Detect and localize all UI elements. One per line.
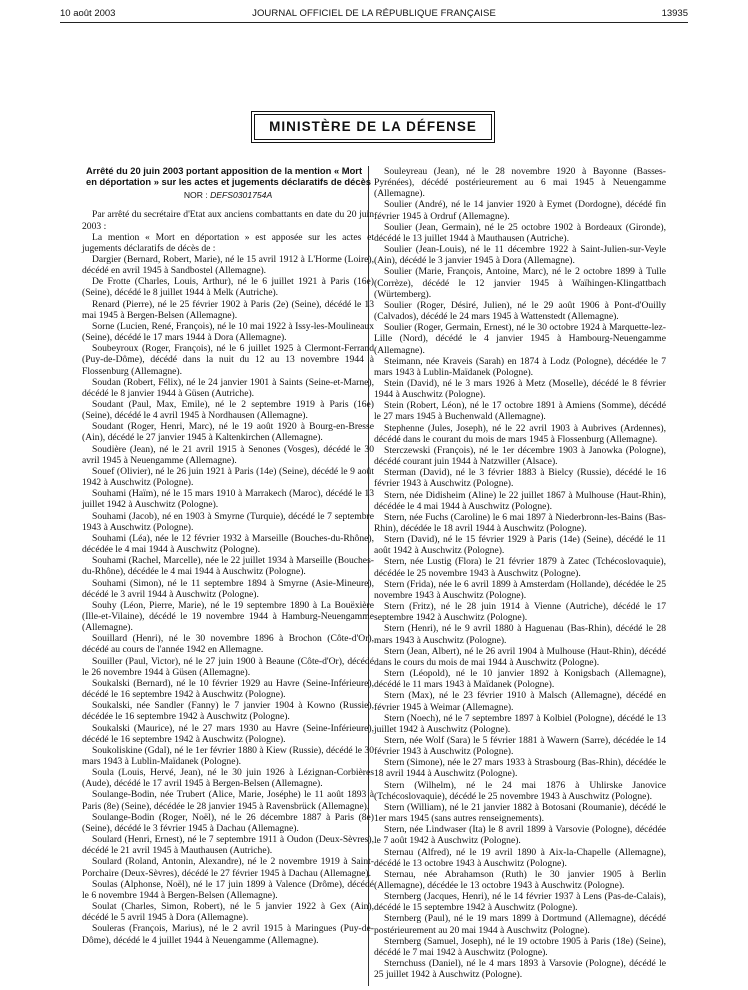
list-item: Soula (Louis, Hervé, Jean), né le 30 juin 1926 à Lézignan-Corbières (Aude), décédé le 17 avril 1945 à Bergen-Belsen (Allemagne).	[82, 767, 374, 790]
list-item: Stern (Noech), né le 7 septembre 1897 à Kolbiel (Pologne), décédé le 13 juillet 1942 à Auschwitz (Pologne).	[374, 712, 666, 735]
list-item: Stern (Léopold), né le 10 janvier 1892 à Konigsbach (Allemagne), décédé le 11 mars 1943 à Maïdanek (Pologne).	[374, 668, 666, 691]
list-item: Sterman (David), né le 3 février 1883 à Bielcy (Russie), décédé le 16 février 1943 à Auschwitz (Pologne).	[374, 467, 666, 490]
list-item: Soukalski (Maurice), né le 27 mars 1930 au Havre (Seine-Inférieure), décédé le 16 septembre 1942 à Auschwitz (Pologne).	[82, 722, 374, 745]
list-item: Sternberg (Samuel, Joseph), né le 19 octobre 1905 à Paris (18e) (Seine), décédé le 7 mai 1942 à Auschwitz (Pologne).	[374, 935, 666, 958]
left-entry-list	[82, 254, 374, 946]
nor-code: DEFS0301754A	[210, 190, 273, 201]
list-item: Stern, née Lustig (Flora) le 21 février 1879 à Zatec (Tchécoslovaquie), décédée le 25 novembre 1943 à Auschwitz (Pologne).	[374, 556, 666, 579]
list-item: Souhami (Jacob), né en 1903 à Smyrne (Turquie), décédé le 7 septembre 1943 à Auschwitz (Pologne).	[82, 510, 374, 533]
list-item: Soulard (Henri, Ernest), né le 7 septembre 1911 à Oudon (Deux-Sèvres), décédé le 21 avril 1945 à Mauthausen (Autriche).	[82, 834, 374, 857]
list-item: Soudière (Jean), né le 21 avril 1915 à Senones (Vosges), décédé le 30 avril 1945 à Neuengamme (Allemagne).	[82, 443, 374, 466]
list-item: Soulier (André), né le 14 janvier 1920 à Eymet (Dordogne), décédé fin février 1945 à Ordruf (Allemagne).	[374, 199, 666, 222]
list-item: Soulard (Roland, Antonin, Alexandre), né le 2 novembre 1919 à Saint-Porchaire (Deux-Sèvres), décédé le 27 février 1945 à Dachau (Allemagne).	[82, 856, 374, 879]
list-item: Soulier (Jean, Germain), né le 25 octobre 1902 à Bordeaux (Gironde), décédé le 13 juillet 1944 à Mauthausen (Autriche).	[374, 221, 666, 244]
list-item: Souhami (Simon), né le 11 septembre 1894 à Smyrne (Asie-Mineure), décédé le 3 avril 1944 à Auschwitz (Pologne).	[82, 577, 374, 600]
list-item: Soulat (Charles, Simon, Robert), né le 5 janvier 1922 à Gex (Ain), décédé le 5 avril 1945 à Dora (Allemagne).	[82, 901, 374, 924]
list-item: Renard (Pierre), né le 25 février 1902 à Paris (2e) (Seine), décédé le 13 mai 1945 à Bergen-Belsen (Allemagne).	[82, 298, 374, 321]
header-page-number: 13935	[661, 8, 688, 19]
header-date: 10 août 2003	[60, 8, 116, 19]
list-item: Soulange-Bodin, née Trubert (Alice, Marie, Joséphe) le 11 août 1893 à Paris (8e) (Seine), décédée le 28 janvier 1945 à Ravensbrück (Allemagne).	[82, 789, 374, 812]
list-item: Souleyreau (Jean), né le 28 novembre 1920 à Bayonne (Basses-Pyrénées), décédé postérieurement au 6 mai 1945 à Neuengamme (Allemagne).	[374, 166, 666, 200]
list-item: Sternberg (Paul), né le 19 mars 1899 à Dortmund (Allemagne), décédé postérieurement au 20 mai 1944 à Auschwitz (Pologne).	[374, 913, 666, 936]
list-item: Stern (Wilhelm), né le 24 mai 1876 à Uhlirske Janovice (Tchécoslovaquie), décédé le 25 novembre 1943 à Auschwitz (Pologne).	[374, 779, 666, 802]
list-item: Steimann, née Kraveis (Sarah) en 1874 à Lodz (Pologne), décédée le 7 mars 1943 à Lublin-Maïdanek (Pologne).	[374, 355, 666, 378]
list-item: Stern (William), né le 21 janvier 1882 à Botosani (Roumanie), décédé le 1er mars 1945 (sans autres renseignements).	[374, 801, 666, 825]
list-item: Soubeyroux (Roger, François), né le 6 juillet 1925 à Clermont-Ferrand (Puy-de-Dôme), décédé dans la nuit du 12 au 13 novembre 1944 à Flossenburg (Allemagne).	[82, 343, 374, 377]
list-item: Souhy (Léon, Pierre, Marie), né le 19 septembre 1890 à La Bouëxière (Ille-et-Vilaine), décédé le 19 novembre 1944 à Hamburg-Neuengamme (Allemagne).	[82, 599, 374, 634]
list-item: Souhami (Léa), née le 12 février 1932 à Marseille (Bouches-du-Rhône), décédée le 4 mai 1944 à Auschwitz (Pologne).	[82, 532, 374, 556]
list-item: Stern, née Didisheim (Aline) le 22 juillet 1867 à Mulhouse (Haut-Rhin), décédée le 4 mai 1944 à Auschwitz (Pologne).	[374, 489, 666, 512]
page-header	[60, 8, 688, 22]
list-item: Souhami (Haïm), né le 15 mars 1910 à Marrakech (Maroc), décédé le 13 juillet 1942 à Auschwitz (Pologne).	[82, 488, 374, 511]
list-item: Stern (Henri), né le 9 avril 1880 à Haguenau (Bas-Rhin), décédé le 28 mars 1943 à Auschwitz (Pologne).	[374, 623, 666, 646]
list-item: Soukalski (Bernard), né le 10 février 1929 au Havre (Seine-Inférieure), décédé le 16 septembre 1942 à Auschwitz (Pologne).	[82, 677, 374, 701]
list-item: Soukoliskine (Gdal), né le 1er février 1880 à Kiew (Russie), décédé le 30 mars 1943 à Lublin-Maïdanek (Pologne).	[82, 744, 374, 767]
list-item: Stern, née Wolf (Sara) le 5 février 1881 à Wawern (Sarre), décédée le 14 février 1943 à Auschwitz (Pologne).	[374, 734, 666, 758]
list-item: Stephenne (Jules, Joseph), né le 22 avril 1903 à Aubrives (Ardennes), décédé dans le courant du mois de mars 1945 à Flossenburg (Allemagne).	[374, 422, 666, 445]
list-item: Souleras (François, Marius), né le 2 avril 1915 à Maringues (Puy-de-Dôme), décédé le 4 juillet 1944 à Neuengamme (Allemagne).	[82, 923, 374, 946]
list-item: Soudan (Robert, Félix), né le 24 janvier 1901 à Saints (Seine-et-Marne), décédé le 8 janvier 1944 à Güsen (Autriche).	[82, 376, 374, 399]
list-item: Sterczewski (François), né le 1er décembre 1903 à Janowka (Pologne), décédé courant juin 1944 à Natzwiller (Alsace).	[374, 444, 666, 468]
list-item: Stern, née Lindwaser (Ita) le 8 avril 1899 à Varsovie (Pologne), décédée le 7 août 1942 à Auschwitz (Pologne).	[374, 824, 666, 847]
nor-reference	[82, 190, 374, 201]
intro-paragraph: La mention « Mort en déportation » est apposée sur les actes et jugements déclaratifs de décès de :	[82, 231, 374, 254]
list-item: Soukalski, née Sandler (Fanny) le 7 janvier 1904 à Kowno (Russie), décédée le 16 septembre 1942 à Auschwitz (Pologne).	[82, 700, 374, 723]
list-item: Soudant (Paul, Max, Emile), né le 2 septembre 1919 à Paris (16e) (Seine), décédé le 4 avril 1945 à Nordhausen (Allemagne).	[82, 399, 374, 422]
arrete-title: Arrêté du 20 juin 2003 portant apposition de la mention « Mort en déportation » sur les actes et jugements déclaratifs de décès	[86, 165, 371, 187]
list-item: Sternau, née Abrahamson (Ruth) le 30 janvier 1905 à Berlin (Allemagne), décédée le 13 octobre 1943 à Auschwitz (Pologne).	[374, 868, 666, 891]
list-item: Souef (Olivier), né le 26 juin 1921 à Paris (14e) (Seine), décédé le 9 août 1942 à Auschwitz (Pologne).	[82, 465, 374, 489]
list-item: Sternberg (Jacques, Henri), né le 14 février 1937 à Lens (Pas-de-Calais), décédé le 15 septembre 1942 à Auschwitz (Pologne).	[374, 891, 666, 914]
list-item: Stern (Simone), née le 27 mars 1933 à Strasbourg (Bas-Rhin), décédée le 18 avril 1944 à Auschwitz (Pologne).	[374, 757, 666, 780]
right-entry-list	[374, 166, 666, 980]
nor-label: NOR :	[183, 190, 208, 201]
list-item: Soulange-Bodin (Roger, Noël), né le 26 décembre 1887 à Paris (8e) (Seine), décédé le 3 février 1945 à Dachau (Allemagne).	[82, 811, 374, 834]
list-item: Soulier (Jean-Louis), né le 11 décembre 1922 à Saint-Julien-sur-Veyle (Ain), décédé le 3 janvier 1945 à Dora (Allemagne).	[374, 244, 666, 267]
ministry-heading: MINISTÈRE DE LA DÉFENSE	[269, 119, 477, 134]
list-item: Stern (Max), né le 23 février 1910 à Malsch (Allemagne), décédé en février 1945 à Weimar (Allemagne).	[374, 690, 666, 713]
left-column	[82, 166, 374, 946]
list-item: Sternau (Alfred), né le 19 avril 1890 à Aix-la-Chapelle (Allemagne), décédé le 13 octobre 1943 à Auschwitz (Pologne).	[374, 846, 666, 869]
list-item: Souhami (Rachel, Marcelle), née le 22 juillet 1934 à Marseille (Bouches-du-Rhône), décédée le 4 mai 1944 à Auschwitz (Pologne).	[82, 555, 374, 578]
list-item: Soulier (Roger, Germain, Ernest), né le 30 octobre 1924 à Marquette-lez-Lille (Nord), décédé le 4 janvier 1945 à Hambourg-Neuengamme (Allemagne).	[374, 322, 666, 356]
list-item: Soudant (Roger, Henri, Marc), né le 19 août 1920 à Bourg-en-Bresse (Ain), décédé le 27 janvier 1945 à Kaltenkirchen (Allemagne).	[82, 421, 374, 444]
list-item: Sternchuss (Daniel), né le 4 mars 1893 à Varsovie (Pologne), décédé le 25 juillet 1942 à Auschwitz (Pologne).	[374, 958, 666, 981]
list-item: Souillard (Henri), né le 30 novembre 1896 à Brochon (Côte-d'Or), décédé au cours de l'année 1942 en Allemagne.	[82, 633, 374, 656]
list-item: Soulier (Marie, François, Antoine, Marc), né le 2 octobre 1899 à Tulle (Corrèze), décédé le 12 janvier 1945 à Waïhingen-Klingattbach (Würtemberg).	[374, 266, 666, 300]
header-rule	[60, 22, 688, 23]
intro-paragraph: Par arrêté du secrétaire d'Etat aux anciens combattants en date du 20 juin 2003 :	[82, 209, 374, 232]
list-item: Soulas (Alphonse, Noël), né le 17 juin 1899 à Valence (Drôme), décédé le 6 novembre 1944 à Bergen-Belsen (Allemagne).	[82, 878, 374, 901]
list-item: Sorne (Lucien, René, François), né le 10 mai 1922 à Issy-les-Moulineaux (Seine), décédé le 17 mars 1944 à Dora (Allemagne).	[82, 320, 374, 344]
list-item: Stein (Robert, Léon), né le 17 octobre 1891 à Amiens (Somme), décédé le 27 mars 1945 à Buchenwald (Allemagne).	[374, 400, 666, 423]
list-item: De Frotte (Charles, Louis, Arthur), né le 6 juillet 1921 à Paris (16e) (Seine), décédé le 8 juillet 1944 à Melk (Autriche).	[82, 276, 374, 299]
list-item: Stern (Fritz), né le 28 juin 1914 à Vienne (Autriche), décédé le 17 septembre 1942 à Auschwitz (Pologne).	[374, 601, 666, 624]
list-item: Souiller (Paul, Victor), né le 27 juin 1900 à Beaune (Côte-d'Or), décédé le 26 novembre 1944 à Güsen (Allemagne).	[82, 655, 374, 678]
header-journal-title: JOURNAL OFFICIEL DE LA RÉPUBLIQUE FRANÇAISE	[252, 8, 496, 19]
list-item: Stern (David), né le 15 février 1929 à Paris (14e) (Seine), décédé le 11 août 1942 à Auschwitz (Pologne).	[374, 534, 666, 557]
right-column	[374, 166, 666, 980]
list-item: Stern, née Fuchs (Caroline) le 6 mai 1897 à Niederbronn-les-Bains (Bas-Rhin), décédée le 18 avril 1944 à Auschwitz (Pologne).	[374, 511, 666, 534]
list-item: Stern (Frida), née le 6 avril 1899 à Amsterdam (Hollande), décédée le 25 novembre 1943 à Auschwitz (Pologne).	[374, 578, 666, 601]
list-item: Stern (Jean, Albert), né le 26 avril 1904 à Mulhouse (Haut-Rhin), décédé dans le cours du mois de mai 1944 à Auschwitz (Pologne).	[374, 645, 666, 668]
list-item: Soulier (Roger, Désiré, Julien), né le 29 août 1906 à Pont-d'Ouilly (Calvados), décédé le 24 mars 1945 à Wattenstedt (Allemagne).	[374, 299, 666, 323]
list-item: Stein (David), né le 3 mars 1926 à Metz (Moselle), décédé le 8 février 1944 à Auschwitz (Pologne).	[374, 377, 666, 401]
list-item: Dargier (Bernard, Robert, Marie), né le 15 avril 1912 à L'Horme (Loire), décédé en avril 1945 à Sandbostel (Allemagne).	[82, 253, 374, 277]
ministry-heading-box	[254, 114, 492, 140]
